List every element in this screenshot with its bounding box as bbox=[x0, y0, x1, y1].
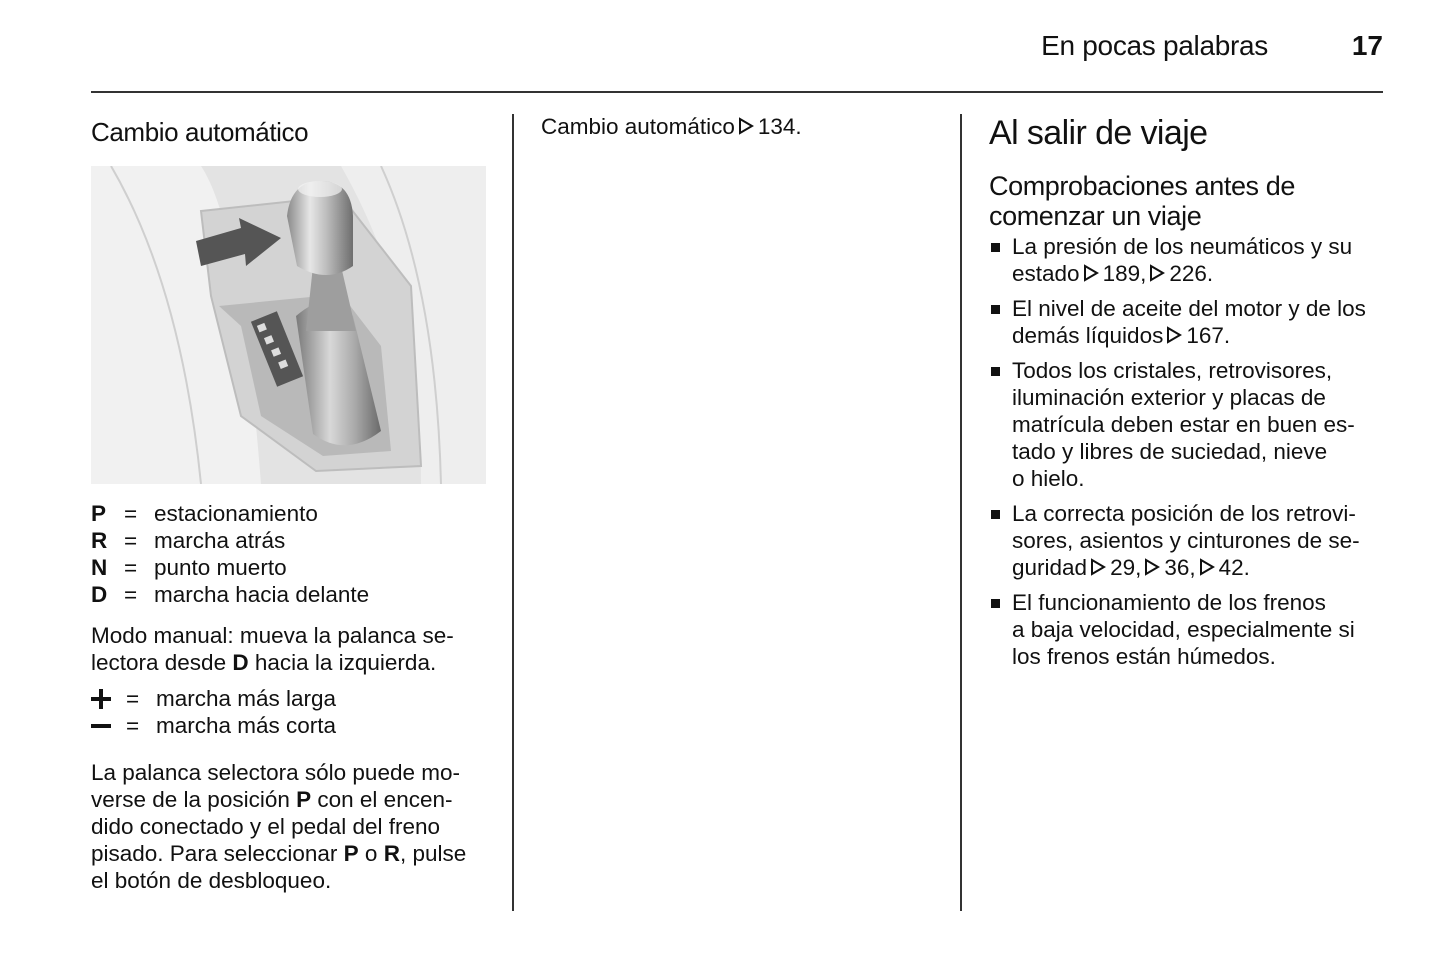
para-gear-p-2: P bbox=[343, 841, 359, 866]
header-divider bbox=[91, 91, 1383, 93]
para-line-2a: verse de la posición bbox=[91, 787, 297, 812]
checklist bbox=[989, 233, 1384, 670]
para-line-3: dido conectado y el pedal del freno bbox=[91, 814, 441, 839]
page-ref-arrow-icon bbox=[1083, 264, 1099, 282]
bullet-square-icon bbox=[991, 367, 1000, 376]
item-line: La presión de los neumáticos y su bbox=[1012, 234, 1353, 259]
xref-text: Cambio automático bbox=[541, 114, 735, 139]
manual-shift-legend bbox=[91, 685, 486, 739]
page-ref-link[interactable]: 29, bbox=[1110, 555, 1142, 580]
legend-row-d bbox=[91, 581, 486, 608]
plus-icon bbox=[91, 689, 126, 709]
legend-text: marcha más larga bbox=[156, 686, 337, 711]
legend-text: marcha más corta bbox=[156, 713, 337, 738]
page-ref-arrow-icon bbox=[738, 117, 754, 135]
manual-mode-paragraph bbox=[91, 622, 486, 676]
para-line-4c: o bbox=[358, 841, 384, 866]
manual-line-1: Modo manual: mueva la palanca se- bbox=[91, 623, 454, 648]
para-line-4e: , pulse bbox=[399, 841, 467, 866]
bullet-square-icon bbox=[991, 599, 1000, 608]
page-ref-link[interactable]: 189, bbox=[1102, 261, 1147, 286]
column-left bbox=[91, 112, 486, 894]
legend-equals: = bbox=[124, 501, 138, 526]
checklist-heading-line-1: Comprobaciones antes de bbox=[989, 171, 1295, 201]
manual-gear-d: D bbox=[232, 650, 249, 675]
item-line: matrícula deben estar en buen es- bbox=[1012, 412, 1355, 437]
page-ref-arrow-icon bbox=[1090, 558, 1106, 576]
manual-line-2b: hacia la izquierda. bbox=[248, 650, 437, 675]
legend-equals: = bbox=[124, 528, 138, 553]
legend-text: estacionamiento bbox=[154, 501, 318, 526]
para-gear-p: P bbox=[296, 787, 312, 812]
legend-equals: = bbox=[126, 686, 140, 711]
para-gear-r: R bbox=[383, 841, 400, 866]
page-ref-arrow-icon bbox=[1149, 264, 1165, 282]
item-line: o hielo. bbox=[1012, 466, 1085, 491]
bullet-square-icon bbox=[991, 510, 1000, 519]
chapter-heading: Al salir de viaje bbox=[989, 114, 1208, 152]
legend-row-n bbox=[91, 554, 486, 581]
legend-text: marcha atrás bbox=[154, 528, 286, 553]
bullet-square-icon bbox=[991, 243, 1000, 252]
legend-equals: = bbox=[124, 582, 138, 607]
column-right bbox=[989, 112, 1384, 678]
item-line: El nivel de aceite del motor y de los bbox=[1012, 296, 1366, 321]
item-line: El funcionamiento de los frenos bbox=[1012, 590, 1326, 615]
gear-legend bbox=[91, 500, 486, 608]
item-line: los frenos están húmedos. bbox=[1012, 644, 1276, 669]
para-line-1: La palanca selectora sólo puede mo- bbox=[91, 760, 460, 785]
legend-row-minus bbox=[91, 712, 486, 739]
gear-selector-illustration bbox=[91, 166, 486, 484]
page-ref-link[interactable]: 42. bbox=[1218, 555, 1250, 580]
checklist-heading-line-2: comenzar un viaje bbox=[989, 201, 1202, 231]
list-item bbox=[989, 295, 1384, 349]
legend-equals: = bbox=[126, 713, 140, 738]
legend-row-plus bbox=[91, 685, 486, 712]
legend-row-p bbox=[91, 500, 486, 527]
legend-text: marcha hacia delante bbox=[154, 582, 370, 607]
legend-equals: = bbox=[124, 555, 138, 580]
page-ref-arrow-icon bbox=[1144, 558, 1160, 576]
page-ref-arrow-icon bbox=[1199, 558, 1215, 576]
section-heading-automatic: Cambio automático bbox=[91, 117, 309, 147]
legend-row-r bbox=[91, 527, 486, 554]
column-middle bbox=[541, 113, 936, 140]
legend-key: P bbox=[91, 501, 107, 526]
item-line: a baja velocidad, especialmente si bbox=[1012, 617, 1355, 642]
item-line: iluminación exterior y placas de bbox=[1012, 385, 1326, 410]
page-number: 17 bbox=[1351, 30, 1383, 61]
item-line: guridad bbox=[1012, 555, 1088, 580]
item-line: Todos los cristales, retrovisores, bbox=[1012, 358, 1333, 383]
manual-line-2a: lectora desde bbox=[91, 650, 233, 675]
legend-text: punto muerto bbox=[154, 555, 287, 580]
column-divider-1 bbox=[512, 114, 514, 911]
para-line-4a: pisado. Para seleccionar bbox=[91, 841, 344, 866]
legend-key: N bbox=[91, 555, 108, 580]
legend-key: R bbox=[91, 528, 108, 553]
para-line-5: el botón de desbloqueo. bbox=[91, 868, 332, 893]
xref-page: 134. bbox=[757, 114, 802, 139]
list-item bbox=[989, 589, 1384, 670]
page-ref-link[interactable]: 167. bbox=[1186, 323, 1231, 348]
running-header-title: En pocas palabras bbox=[1041, 30, 1268, 61]
para-line-2c: con el encen- bbox=[311, 787, 453, 812]
minus-icon bbox=[91, 716, 126, 736]
cross-reference[interactable] bbox=[541, 113, 936, 140]
selector-lever-paragraph bbox=[91, 759, 486, 894]
column-divider-2 bbox=[960, 114, 962, 911]
bullet-square-icon bbox=[991, 305, 1000, 314]
legend-key: D bbox=[91, 582, 108, 607]
page-ref-link[interactable]: 36, bbox=[1164, 555, 1196, 580]
item-line: sores, asientos y cinturones de se- bbox=[1012, 528, 1360, 553]
list-item bbox=[989, 233, 1384, 287]
item-line: La correcta posición de los retrovi- bbox=[1012, 501, 1356, 526]
page-ref-link[interactable]: 226. bbox=[1169, 261, 1214, 286]
page-ref-arrow-icon bbox=[1166, 326, 1182, 344]
item-line: demás líquidos bbox=[1012, 323, 1164, 348]
list-item bbox=[989, 500, 1384, 581]
item-line: tado y libres de suciedad, nieve bbox=[1012, 439, 1328, 464]
item-line: estado bbox=[1012, 261, 1080, 286]
checklist-heading bbox=[989, 171, 1384, 231]
list-item bbox=[989, 357, 1384, 492]
